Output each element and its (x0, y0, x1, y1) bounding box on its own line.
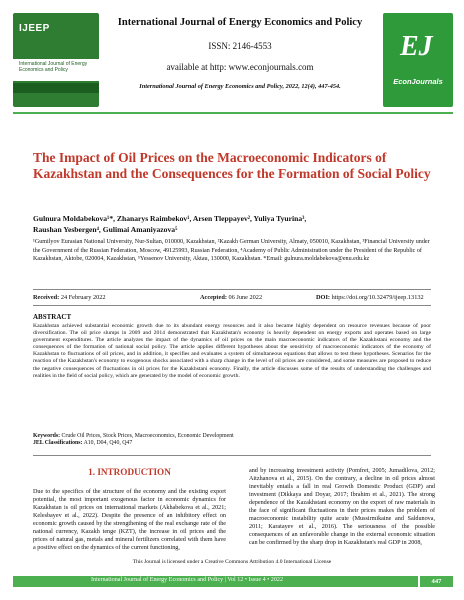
journal-issn: ISSN: 2146-4553 (208, 41, 272, 51)
cover-abbreviation: IJEEP (19, 23, 50, 34)
abstract-divider (33, 455, 431, 456)
dates-divider-bottom (33, 305, 431, 306)
keywords-value: Crude Oil Prices, Stock Prices, Macroeconomics, Economic Development (61, 433, 234, 439)
publisher-logo-mark: EJ (400, 31, 433, 62)
header-divider (13, 112, 453, 114)
received-label: Received: (33, 294, 60, 301)
journal-header (104, 16, 376, 90)
received-value: 24 February 2022 (60, 294, 106, 301)
publisher-logo (383, 13, 453, 107)
keywords-line (33, 433, 431, 440)
paper-title: The Impact of Oil Prices on the Macroeconomic Indicators of Kazakhstan and the Consequences for the Formation of Social Policy (33, 150, 431, 181)
abstract-heading: ABSTRACT (33, 313, 72, 321)
page-number: 447 (420, 576, 453, 587)
abstract-text: Kazakhstan achieved substantial economic growth due to its abundant energy resources and it also became highly dependent on resource revenues because of poor diversification. The oil price slumps in 2009 and 2014 demonstrated that Kazakhstan's economy is heavily dependent on energy exports and operates based on large government expenditures. The article analyzes the impact of the dynamics of oil prices on the main macroeconomic indicators of the Kazakhstani economy and the consequences of the formation of national social policy. The article applies different hypotheses about the sensitivity of macroeconomic indicators of the economy of Kazakhstan to fluctuations of oil prices, and in addition, it specifies and evaluates a system of simultaneous equations that allows to test these hypotheses. Scenarios for the reaction of the Kazakhstan's economy to exogenous shocks associated with a sharp change in the level of oil prices are considered, and some measures are proposed to reduce the negative consequences of fluctuations in oil prices for the Kazakhstani economy. Finally, the article discusses some of the results of understanding the challenges and realities in the field of social policy, which are generated by the model of economic growth. (33, 323, 431, 379)
author-list (33, 213, 433, 235)
doi-link[interactable]: https://doi.org/10.32479/ijeep.13132 (331, 294, 424, 301)
accepted-label: Accepted: (200, 294, 227, 301)
introduction-heading: 1. INTRODUCTION (88, 467, 171, 477)
license-notice[interactable]: This Journal is licensed under a Creative Commons Attribution 4.0 International License (132, 559, 332, 565)
footer-journal-line: International Journal of Energy Economics and Policy | Vol 12 • Issue 4 • 2022 (91, 577, 283, 583)
doi[interactable] (316, 294, 424, 301)
cover-subtitle: International Journal of Energy Economics and Policy (19, 61, 88, 73)
journal-url[interactable]: available at http: www.econjournals.com (166, 62, 314, 72)
affiliations: ¹Gumilyov Eurasian National University, Nur-Sultan, 010000, Kazakhstan, ²Kazakh German University, Almaty, 050010, Kazakhstan, ³Financial University under the Government of the Russian Federation, Moscow, 49125993, Russian Federation, ⁴Academy of Public Administration under the President of the Republic of Kazakhstan, Aktobe, 020004, Kazakhstan, ⁵Yessenov University, Aktau, 130000, Kazakhstan. *Email: gulnura.moldabekova@enu.edu.kz (33, 239, 430, 263)
jel-value: A10, D04, Q40, Q47 (83, 440, 133, 447)
keywords-block (33, 433, 431, 448)
journal-citation: International Journal of Energy Economics and Policy, 2022, 12(4), 447-454. (139, 83, 341, 90)
jel-label: JEL Classifications: (33, 440, 83, 447)
authors-line-1: Gulnura Moldabekova¹*, Zhanarys Raimbekov¹, Arsen Tleppayev², Yuliya Tyurina³, (33, 214, 307, 223)
doi-label: DOI: (316, 294, 330, 301)
keywords-label: Keywords: (33, 433, 61, 439)
received-date (33, 294, 106, 301)
jel-line (33, 440, 431, 447)
cover-band-dark (13, 83, 99, 93)
journal-cover-image (13, 13, 99, 107)
accepted-date (200, 294, 262, 301)
accepted-value: 06 June 2022 (228, 294, 263, 301)
publisher-logo-name: EconJournals (393, 77, 443, 86)
introduction-right-column: and by increasing investment activity (Pomfret, 2005; Jumadilova, 2012; Aitzhanova et al., 2015). On the contrary, a decline in oil prices almost inevitably entails a fall in real Growth Domestic Product (GDP) and investment (Dikkaya and Doyar, 2017; Ibrahim et al., 2021). The strong dependence of the Kazakhstani economy on the export of raw materials in the face of significant fluctuations in their prices makes the problem of macroeconomic instability quite acute (Mussirmikaine and Saldunova, 2011; Karatayev et al., 2016). The seriousness of the possible consequences of an unfavorable change in the external economic situation can be confirmed by the sharp drop in Kazakhstan's real GDP in 2008, (249, 468, 435, 547)
dates-divider-top (33, 289, 431, 290)
authors-line-2: Raushan Yesbergen⁴, Gulimai Amaniyazova⁵ (33, 225, 178, 234)
journal-title: International Journal of Energy Economics and Policy (117, 17, 363, 28)
introduction-left-column: Due to the specifics of the structure of the economy and the existing export potential, the most important exogenous factor in economic dynamics for Kazakhstan is oil prices on international markets (Akhabekova et al., 2021; Kelesbayev et al., 2022). Despite the presence of an inhibitory effect on economic growth caused by the strengthening of the real exchange rate of the national currency, Kazakh tenge (KZT), the increase in oil prices and the prices of natural gas, metals and mineral fertilizers correlated with them have a positive effect on the dynamics of the current functioning, (33, 489, 226, 552)
